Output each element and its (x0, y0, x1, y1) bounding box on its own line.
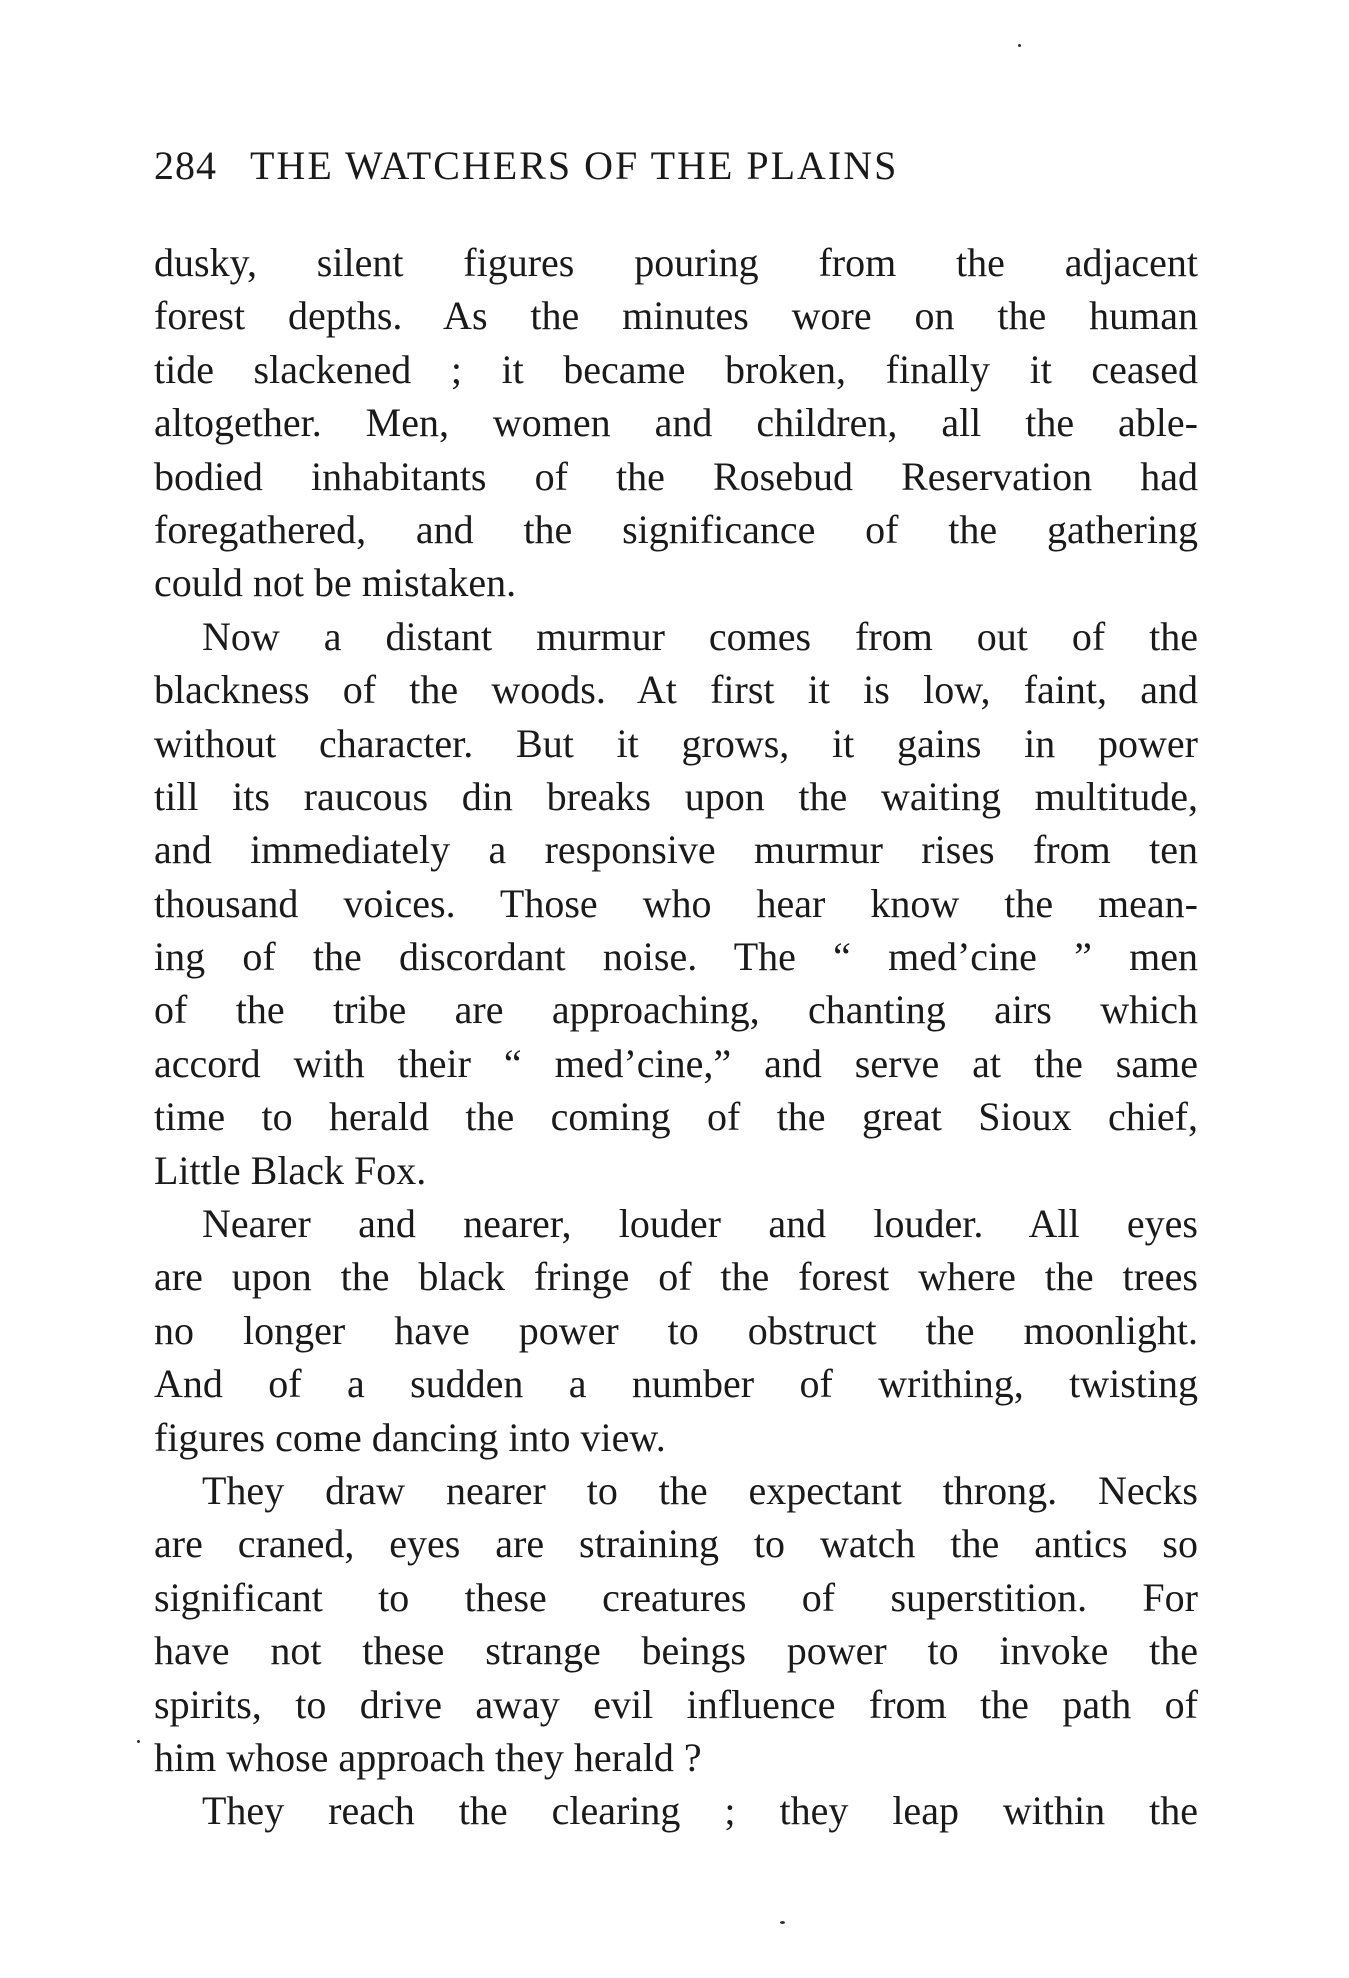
text-line: forest depths. As the minutes wore on the human (154, 293, 1198, 339)
text-line: thousand voices. Those who hear know the mean- (154, 880, 1198, 926)
text-line: ing of the discordant noise. The “ med’cine ” men (154, 934, 1198, 980)
text-line: And of a sudden a number of writhing, twisting (154, 1361, 1198, 1407)
running-title: THE WATCHERS OF THE PLAINS (250, 143, 899, 188)
scan-speck (1018, 44, 1021, 47)
text-line: could not be mistaken. (154, 560, 517, 606)
text-line: Little Black Fox. (154, 1147, 427, 1193)
text-line: without character. But it grows, it gains in power (154, 720, 1198, 766)
text-line: spirits, to drive away evil influence from the path of (154, 1681, 1198, 1727)
text-line: altogether. Men, women and children, all the able- (154, 400, 1198, 446)
text-line: figures come dancing into view. (154, 1414, 666, 1460)
text-line: are upon the black fringe of the forest where the trees (154, 1254, 1198, 1300)
text-line: are craned, eyes are straining to watch the antics so (154, 1521, 1198, 1567)
text-line: foregathered, and the significance of the gathering (154, 506, 1198, 552)
body-text (154, 236, 1198, 1838)
text-line: significant to these creatures of superstition. For (154, 1574, 1198, 1620)
text-line: They reach the clearing ; they leap within the (202, 1788, 1198, 1834)
text-line: time to herald the coming of the great Sioux chief, (154, 1094, 1198, 1140)
scan-speck (137, 1740, 140, 1743)
text-line: till its raucous din breaks upon the waiting multitude, (154, 773, 1198, 819)
text-line: tide slackened ; it became broken, finally it ceased (154, 346, 1198, 392)
text-line: bodied inhabitants of the Rosebud Reservation had (154, 453, 1198, 499)
text-line: of the tribe are approaching, chanting airs which (154, 987, 1198, 1033)
text-line: accord with their “ med’cine,” and serve at the same (154, 1040, 1198, 1086)
text-line: him whose approach they herald ? (154, 1734, 702, 1780)
text-line: They draw nearer to the expectant throng. Necks (202, 1467, 1198, 1513)
text-line: blackness of the woods. At first it is low, faint, and (154, 667, 1198, 713)
text-line: have not these strange beings power to invoke the (154, 1628, 1198, 1674)
text-line: no longer have power to obstruct the moonlight. (154, 1307, 1198, 1353)
text-line: dusky, silent figures pouring from the adjacent (154, 240, 1198, 285)
scan-speck (780, 1921, 785, 1924)
page-number: 284 (154, 143, 217, 188)
text-line: Nearer and nearer, louder and louder. All eyes (202, 1201, 1198, 1247)
running-header (154, 142, 1204, 192)
text-line: and immediately a responsive murmur rises from ten (154, 827, 1198, 873)
text-line: Now a distant murmur comes from out of the (202, 613, 1198, 659)
